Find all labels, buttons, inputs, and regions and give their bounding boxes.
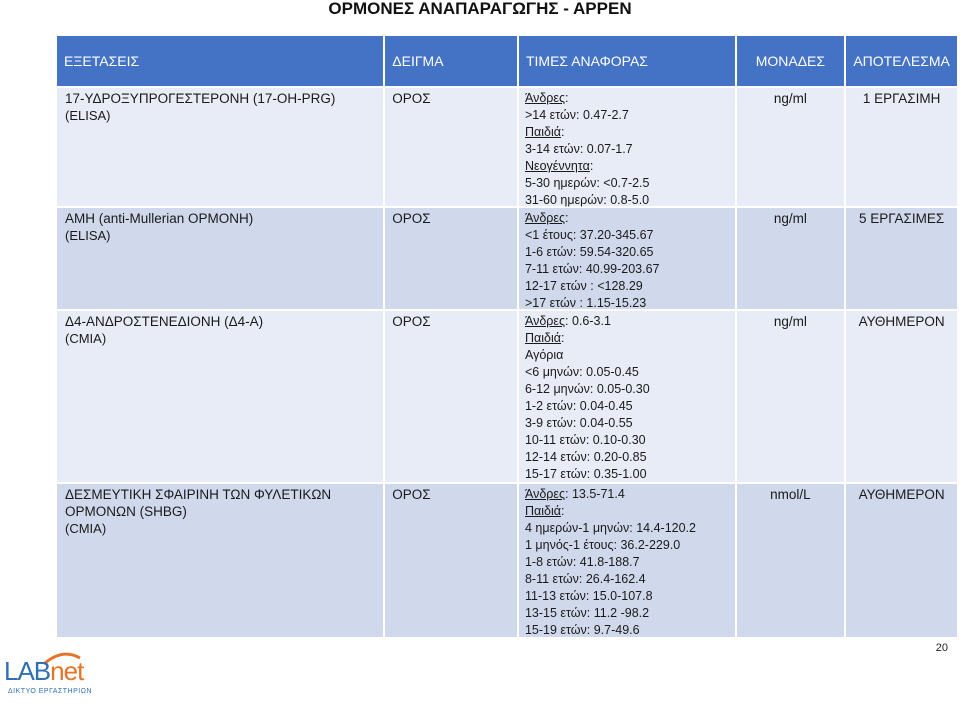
- logo-word-lab: LAB: [4, 656, 51, 686]
- header-units: ΜΟΝΑΔΕΣ: [737, 36, 845, 86]
- reference-line: 12-14 ετών: 0.20-0.85: [524, 450, 647, 464]
- sample-cell: [385, 88, 517, 206]
- reference-line: 15-17 ετών: 0.35-1.00: [524, 467, 647, 481]
- table-row: [57, 88, 957, 206]
- exam-method: (CMIA): [65, 521, 107, 536]
- reference-line: 4 ημερών-1 μηνών: 14.4-120.2: [524, 521, 696, 535]
- exam-method: (ELISA): [65, 108, 111, 123]
- reference-line: Αγόρια: [524, 348, 564, 362]
- reference-line: Παιδιά:: [524, 125, 565, 139]
- result-value: ΑΥΘΗΜΕΡΟΝ: [858, 314, 945, 329]
- reference-category-label: Άνδρες: [524, 91, 566, 105]
- exam-name-cont: ΟΡΜΟΝΩΝ (SHBG): [65, 504, 187, 519]
- logo-tagline: ΔΙΚΤΥΟ ΕΡΓΑΣΤΗΡΙΩΝ: [8, 688, 93, 695]
- reference-line: 6-12 μηνών: 0.05-0.30: [524, 382, 650, 396]
- reference-category-label: Παιδιά: [524, 331, 561, 345]
- header-results: ΑΠΟΤΕΛΕΣΜΑ: [846, 36, 957, 86]
- reference-cell: [519, 484, 735, 637]
- reference-line: 3-14 ετών: 0.07-1.7: [524, 142, 633, 156]
- result-cell: [846, 208, 957, 309]
- reference-category-label: Άνδρες: [524, 211, 566, 225]
- exam-cell: [57, 484, 383, 637]
- reference-line: <6 μηνών: 0.05-0.45: [524, 365, 639, 379]
- reference-cell: [519, 88, 735, 206]
- sample-value: ΟΡΟΣ: [392, 314, 431, 329]
- reference-line: 1-6 ετών: 59.54-320.65: [524, 245, 654, 259]
- reference-line: Άνδρες: 0.6-3.1: [524, 314, 611, 328]
- sample-cell: [385, 311, 517, 482]
- table-row: [57, 208, 957, 309]
- reference-line: 5-30 ημερών: <0.7-2.5: [524, 176, 650, 190]
- reference-line: Παιδιά:: [524, 331, 565, 345]
- table-row: [57, 311, 957, 482]
- reference-cell: [519, 208, 735, 309]
- units-value: ng/ml: [773, 211, 807, 226]
- reference-category-label: Άνδρες: [524, 487, 566, 501]
- reference-line: 31-60 ημερών: 0.8-5.0: [524, 193, 650, 207]
- exam-cell: [57, 311, 383, 482]
- reference-line: 7-11 ετών: 40.99-203.67: [524, 262, 660, 276]
- exam-name: 17-ΥΔΡΟΞΥΠΡΟΓΕΣΤΕΡΟΝΗ (17-OH-PRG): [65, 91, 336, 106]
- sample-cell: [385, 484, 517, 637]
- header-exams: ΕΞΕΤΑΣΕΙΣ: [57, 36, 383, 86]
- units-cell: [737, 88, 845, 206]
- logo-word: [4, 656, 83, 687]
- reference-line: Άνδρες: 13.5-71.4: [524, 487, 625, 501]
- units-value: ng/ml: [773, 314, 807, 329]
- reference-line: <1 έτους: 37.20-345.67: [524, 228, 654, 242]
- page-title: ΟΡΜΟΝΕΣ ΑΝΑΠΑΡΑΓΩΓΗΣ - ΑΡΡΕΝ: [328, 0, 632, 18]
- reference-line: 1-2 ετών: 0.04-0.45: [524, 399, 633, 413]
- reference-line: Παιδιά:: [524, 504, 565, 518]
- sample-value: ΟΡΟΣ: [392, 211, 431, 226]
- reference-category-label: Παιδιά: [524, 125, 561, 139]
- labnet-logo: [2, 652, 92, 710]
- page-number: 20: [935, 642, 948, 654]
- exam-method: (CMIA): [65, 331, 107, 346]
- reference-line: 13-15 ετών: 11.2 -98.2: [524, 606, 650, 620]
- exam-name: Δ4-ΑΝΔΡΟΣΤΕΝΕΔΙΟΝΗ (Δ4-A): [65, 314, 264, 329]
- sample-value: ΟΡΟΣ: [392, 91, 431, 106]
- result-value: ΑΥΘΗΜΕΡΟΝ: [858, 487, 945, 502]
- reference-line: Άνδρες:: [524, 91, 569, 105]
- reference-line: 1-8 ετών: 41.8-188.7: [524, 555, 640, 569]
- reference-category-label: Νεογέννητα: [524, 159, 590, 173]
- reference-line: 8-11 ετών: 26.4-162.4: [524, 572, 646, 586]
- reference-line: 1 μηνός-1 έτους: 36.2-229.0: [524, 538, 681, 552]
- reference-line: >17 ετών : 1.15-15.23: [524, 296, 647, 310]
- exam-method: (ELISA): [65, 228, 111, 243]
- sample-cell: [385, 208, 517, 309]
- units-cell: [737, 311, 845, 482]
- reference-line: 12-17 ετών : <128.29: [524, 279, 643, 293]
- exam-name: AMH (anti-Mullerian ΟΡΜΟΝΗ): [65, 211, 254, 226]
- result-value: 5 ΕΡΓΑΣΙΜΕΣ: [859, 211, 945, 226]
- table-row: [57, 484, 957, 637]
- reference-line: 11-13 ετών: 15.0-107.8: [524, 589, 653, 603]
- reference-cell: [519, 311, 735, 482]
- exam-name: ΔΕΣΜΕΥΤΙΚΗ ΣΦΑΙΡΙΝΗ ΤΩΝ ΦΥΛΕΤΙΚΩΝ: [65, 487, 332, 502]
- hormones-table: [57, 36, 957, 637]
- units-value: ng/ml: [773, 91, 807, 106]
- result-value: 1 ΕΡΓΑΣΙΜΗ: [862, 91, 941, 106]
- result-cell: [846, 88, 957, 206]
- reference-line: >14 ετών: 0.47-2.7: [524, 108, 629, 122]
- units-value: nmol/L: [770, 487, 811, 502]
- result-cell: [846, 484, 957, 637]
- header-sample: ΔΕΙΓΜΑ: [385, 36, 517, 86]
- reference-line: 15-19 ετών: 9.7-49.6: [524, 623, 640, 637]
- reference-line: Νεογέννητα:: [524, 159, 594, 173]
- units-cell: [737, 208, 845, 309]
- table-header: [57, 36, 957, 86]
- exam-cell: [57, 208, 383, 309]
- logo-word-net: net: [50, 656, 84, 686]
- reference-category-label: Παιδιά: [524, 504, 561, 518]
- reference-line: Άνδρες:: [524, 211, 569, 225]
- reference-line: 3-9 ετών: 0.04-0.55: [524, 416, 633, 430]
- reference-category-label: Άνδρες: [524, 314, 566, 328]
- reference-line: 10-11 ετών: 0.10-0.30: [524, 433, 646, 447]
- exam-cell: [57, 88, 383, 206]
- result-cell: [846, 311, 957, 482]
- header-reference: ΤΙΜΕΣ ΑΝΑΦΟΡΑΣ: [519, 36, 735, 86]
- table-body: [57, 88, 957, 637]
- units-cell: [737, 484, 845, 637]
- sample-value: ΟΡΟΣ: [392, 487, 431, 502]
